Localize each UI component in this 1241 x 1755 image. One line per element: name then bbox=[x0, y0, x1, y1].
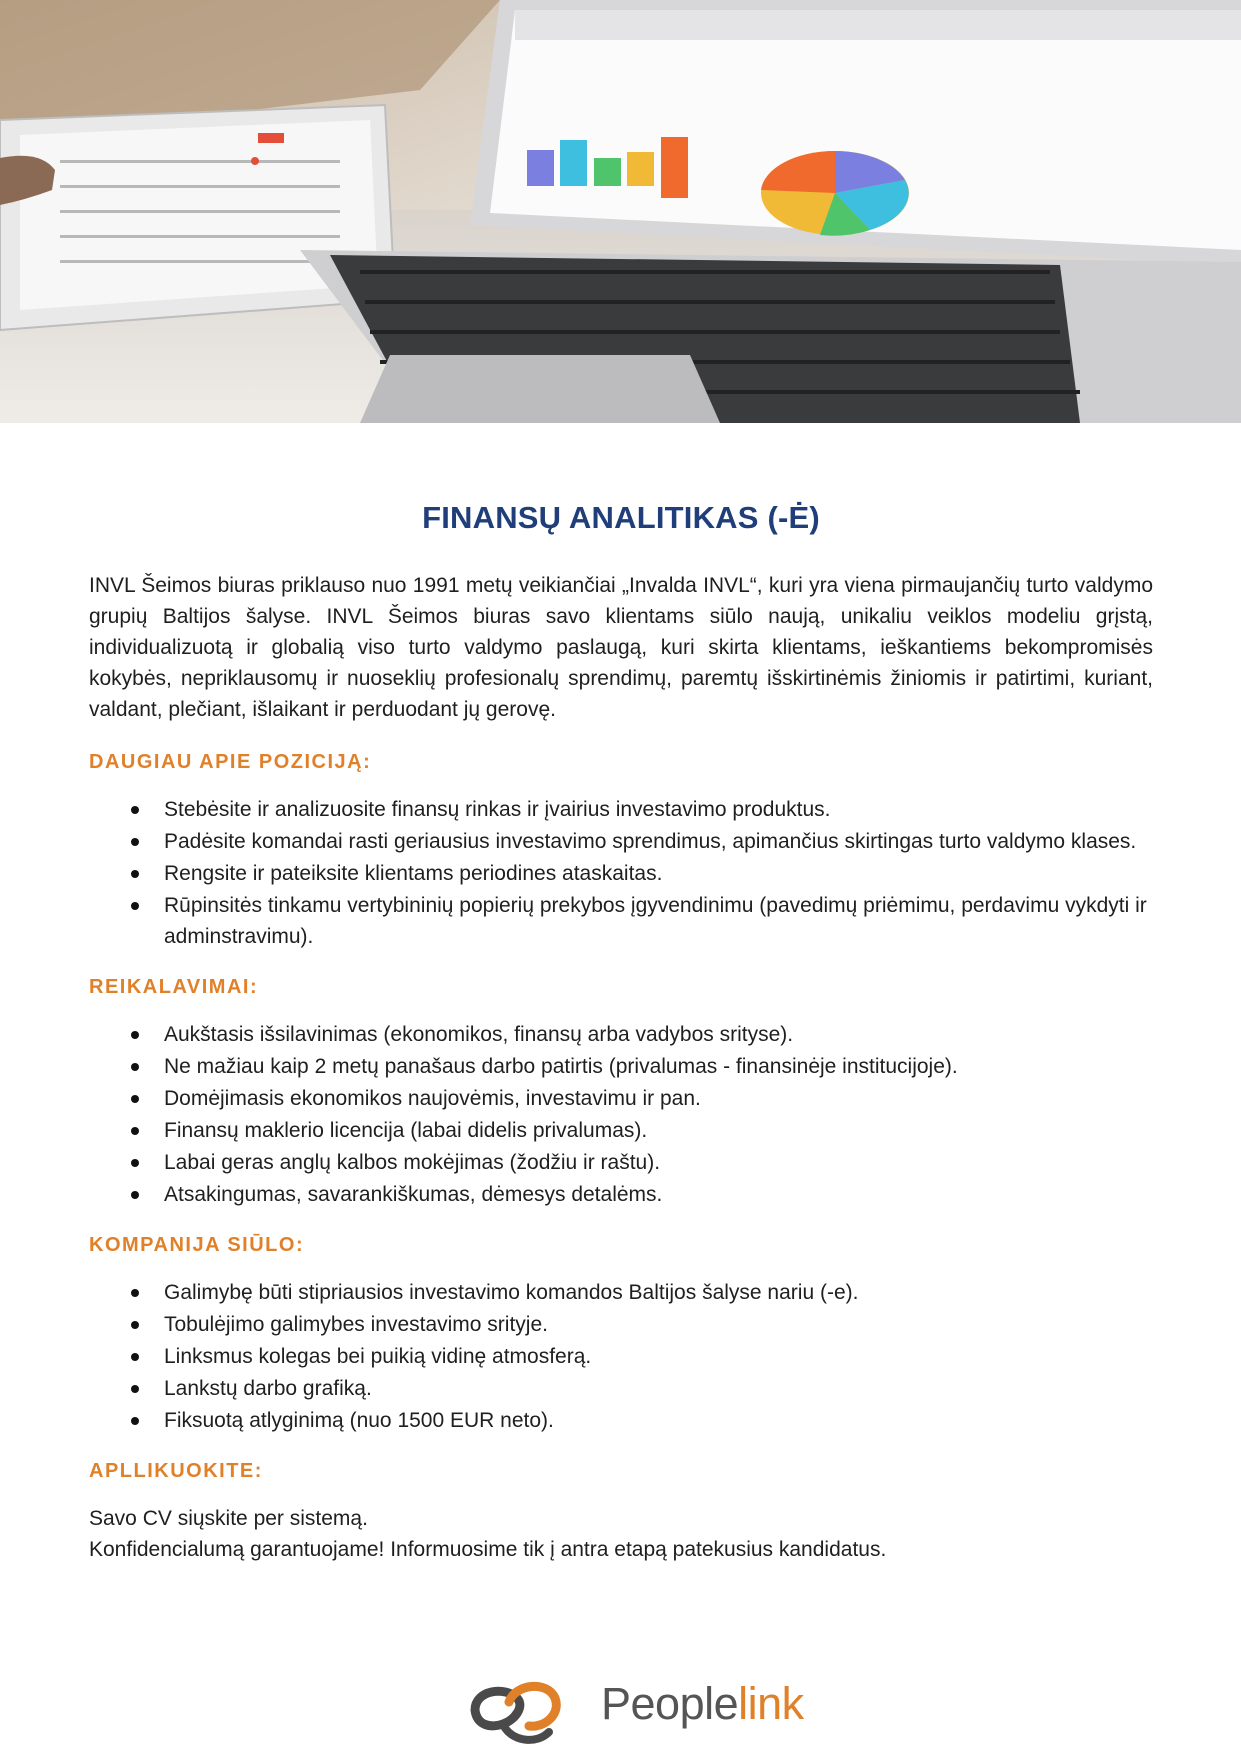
list-item: Ne mažiau kaip 2 metų panašaus darbo patirtis (privalumas - finansinėje institucijoje). bbox=[89, 1051, 1153, 1082]
apply-section bbox=[89, 1503, 1153, 1565]
list-item: Lankstų darbo grafiką. bbox=[89, 1373, 1153, 1404]
hero-image bbox=[0, 0, 1241, 423]
list-item: Stebėsite ir analizuosite finansų rinkas ir įvairius investavimo produktus. bbox=[89, 794, 1153, 825]
position-heading: DAUGIAU APIE POZICIJĄ: bbox=[89, 751, 372, 773]
position-list bbox=[89, 794, 1153, 952]
logo-text bbox=[601, 1678, 804, 1730]
list-item: Aukštasis išsilavinimas (ekonomikos, finansų arba vadybos srityse). bbox=[89, 1019, 1153, 1050]
list-item: Tobulėjimo galimybes investavimo srityje. bbox=[89, 1309, 1153, 1340]
page-title: FINANSŲ ANALITIKAS (-Ė) bbox=[422, 500, 820, 535]
list-item: Domėjimasis ekonomikos naujovėmis, investavimu ir pan. bbox=[89, 1083, 1153, 1114]
apply-heading: APLLIKUOKITE: bbox=[89, 1460, 263, 1482]
apply-line-2: Konfidencialumą garantuojame! Informuosime tik į antra etapą patekusius kandidatus. bbox=[89, 1538, 887, 1561]
peoplelink-logo bbox=[465, 1668, 835, 1748]
list-item: Galimybę būti stipriausios investavimo komandos Baltijos šalyse nariu (-e). bbox=[89, 1277, 1153, 1308]
requirements-heading: REIKALAVIMAI: bbox=[89, 976, 259, 998]
apply-line-1: Savo CV siųskite per sistemą. bbox=[89, 1507, 368, 1530]
list-item: Labai geras anglų kalbos mokėjimas (žodžiu ir raštu). bbox=[89, 1147, 1153, 1178]
list-item: Fiksuotą atlyginimą (nuo 1500 EUR neto). bbox=[89, 1405, 1153, 1436]
logo-text-accent: link bbox=[738, 1678, 804, 1729]
offer-list bbox=[89, 1277, 1153, 1436]
requirements-list bbox=[89, 1019, 1153, 1210]
list-item: Rūpinsitės tinkamu vertybininių popierių prekybos įgyvendinimu (pavedimų priėmimu, perdavimu vykdyti ir adminstravimu). bbox=[89, 890, 1153, 952]
list-item: Finansų maklerio licencija (labai didelis privalumas). bbox=[89, 1115, 1153, 1146]
offer-heading: KOMPANIJA SIŪLO: bbox=[89, 1234, 305, 1256]
list-item: Rengsite ir pateiksite klientams periodines ataskaitas. bbox=[89, 858, 1153, 889]
job-ad-content bbox=[89, 500, 1153, 1565]
logo-text-main: People bbox=[601, 1678, 739, 1729]
peoplelink-logo-icon bbox=[465, 1668, 565, 1748]
list-item: Padėsite komandai rasti geriausius investavimo sprendimus, apimančius skirtingas turto valdymo klases. bbox=[89, 826, 1153, 857]
list-item: Atsakingumas, savarankiškumas, dėmesys detalėms. bbox=[89, 1179, 1153, 1210]
list-item: Linksmus kolegas bei puikią vidinę atmosferą. bbox=[89, 1341, 1153, 1372]
intro-paragraph: INVL Šeimos biuras priklauso nuo 1991 metų veikiančiai „Invalda INVL“, kuri yra viena pirmaujančių turto valdymo grupių Baltijos šalyse. INVL Šeimos biuras savo klientams siūlo naują, unikaliu veiklos modeliu grįstą, individualizuotą ir globalią viso turto valdymo paslaugą, kuri skirta klientams, ieškantiems bekompromisės kokybės, nepriklausomų ir nuoseklių profesionalų sprendimų, paremtų išskirtinėmis žiniomis ir patirtimi, kuriant, valdant, plečiant, išlaikant ir perduodant jų gerovę. bbox=[89, 574, 1153, 721]
